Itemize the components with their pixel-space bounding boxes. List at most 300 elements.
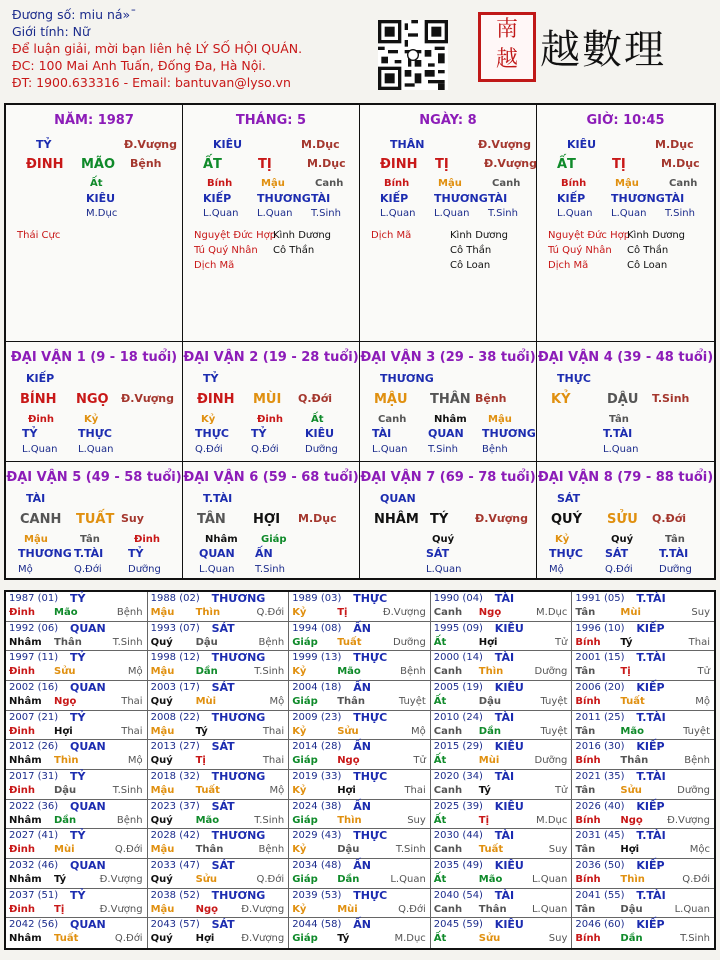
dai-van-stem: BÍNH (20, 392, 57, 407)
year-label: 2043 (57) (150, 919, 200, 931)
year-cell (431, 651, 573, 681)
year-stem: Kỷ (292, 666, 307, 678)
year-stem: Quý (150, 814, 173, 826)
year-cell (289, 829, 431, 859)
year-stem: Nhâm (9, 755, 42, 767)
year-cell (6, 651, 148, 681)
year-cell (289, 800, 431, 830)
year-ten-god: THỰC (353, 710, 388, 724)
year-ten-god: SÁT (211, 858, 235, 872)
year-branch: Mùi (337, 903, 358, 915)
year-stem: Mậu (150, 844, 175, 856)
pillar-branch-stage: M.Dục (661, 157, 700, 170)
year-ten-god: T.TÀI (636, 829, 666, 843)
star-left: Dịch Mã (194, 260, 235, 271)
star-left: Dịch Mã (371, 230, 412, 241)
year-cell (572, 592, 714, 622)
year-cell (289, 918, 431, 948)
dai-van-stage: Suy (121, 512, 144, 525)
year-ten-god: QUAN (70, 680, 106, 694)
hidden-ten-god: KIẾP (380, 192, 409, 205)
hidden-stage: T.Sinh (255, 564, 285, 575)
year-ten-god: THƯƠNG (211, 888, 266, 902)
year-cell (6, 829, 148, 859)
seal-glyph: 南 (495, 17, 518, 42)
star-left: Tú Quý Nhân (548, 245, 612, 256)
year-ten-god: THƯƠNG (211, 829, 266, 843)
red-seal-logo (478, 12, 536, 82)
year-label: 1991 (05) (575, 593, 625, 604)
year-label: 2005 (19) (433, 681, 483, 693)
year-branch: Mão (195, 814, 220, 826)
dai-van-branch: NGỌ (76, 392, 109, 407)
year-label: 1987 (01) (9, 593, 59, 604)
year-stem: Quý (150, 873, 173, 885)
hidden-ten-god: THƯƠNG (482, 427, 536, 440)
year-branch: Thìn (54, 755, 79, 767)
year-cell (431, 889, 573, 919)
dai-van-title: ĐẠI VẬN 8 (79 - 88 tuổi) (537, 470, 714, 485)
hidden-stem: Giáp (261, 534, 287, 545)
pillar-branch-stage: Đ.Vượng (484, 157, 538, 170)
year-label: 2012 (26) (9, 741, 59, 753)
year-cell (148, 800, 290, 830)
hidden-stage: Dưỡng (659, 564, 692, 575)
dai-van-cell (537, 462, 714, 578)
year-cell (431, 622, 573, 652)
year-ten-god: THƯƠNG (211, 592, 266, 605)
hidden-ten-god: TÀI (665, 192, 685, 205)
year-stem: Kỷ (292, 607, 307, 618)
year-cell (289, 889, 431, 919)
year-branch: Ngọ (337, 755, 360, 767)
year-stem: Kỷ (292, 725, 307, 737)
pillar-ten-god: THÂN (390, 138, 425, 151)
year-label: 2044 (58) (292, 919, 342, 931)
year-ten-god: KIÊU (494, 680, 524, 694)
pillar-ten-god: KIÊU (213, 138, 243, 151)
year-ten-god: TÀI (494, 888, 515, 902)
year-stem: Kỷ (292, 844, 307, 856)
year-stem: Canh (433, 725, 463, 737)
year-label: 2037 (51) (9, 889, 59, 901)
year-stage: Tuyệt (540, 725, 568, 737)
year-stage: Bệnh (400, 666, 426, 678)
year-label: 2020 (34) (433, 770, 483, 782)
year-branch: Dần (337, 873, 360, 885)
hidden-ten-god: SÁT (605, 547, 629, 560)
hidden-stage: L.Quan (426, 564, 462, 575)
year-ten-god: ẤN (353, 740, 371, 754)
dai-van-ten-god: TỶ (203, 372, 219, 385)
year-branch: Dần (620, 933, 643, 945)
year-label: 2045 (59) (433, 919, 483, 931)
hidden-ten-god: TÀI (488, 192, 508, 205)
year-stage: Tuyệt (683, 725, 710, 737)
year-cell (572, 918, 714, 948)
year-stem: Nhâm (9, 814, 42, 826)
year-label: 2014 (28) (292, 741, 342, 753)
year-stem: Tân (575, 607, 596, 618)
hidden-stage: Q.Đới (74, 564, 102, 575)
dai-van-cell (537, 342, 714, 462)
year-branch: Ngọ (620, 814, 643, 826)
year-label: 2023 (37) (150, 800, 200, 812)
year-cell (148, 829, 290, 859)
year-branch: Thìn (337, 814, 362, 826)
year-stage: Suy (407, 814, 426, 826)
year-branch: Hợi (337, 784, 356, 796)
year-stem: Mậu (150, 725, 175, 737)
pillar-branch-stage: Bệnh (130, 157, 162, 170)
dai-van-cell (360, 342, 537, 462)
year-label: 2011 (25) (575, 711, 625, 723)
year-branch: Hợi (478, 636, 498, 648)
year-cell (148, 711, 290, 741)
year-cell (572, 889, 714, 919)
year-stage: T.Sinh (112, 784, 143, 796)
year-stage: Bệnh (684, 755, 710, 767)
year-stage: Tử (413, 755, 426, 767)
year-label: 2000 (14) (433, 652, 483, 664)
year-ten-god: TÀI (494, 829, 515, 843)
year-branch: Tị (620, 666, 631, 678)
pillar-title: THÁNG: 5 (235, 113, 307, 128)
dai-van-title: ĐẠI VẬN 7 (69 - 78 tuổi) (360, 470, 536, 485)
dai-van-branch: SỬU (607, 512, 638, 527)
year-stem: Nhâm (9, 933, 42, 945)
hidden-stem: Canh (315, 178, 344, 189)
star-right: Cô Loan (627, 260, 668, 271)
year-stem: Ất (433, 695, 447, 707)
year-cell (6, 592, 148, 622)
year-ten-god: THƯƠNG (211, 710, 266, 724)
hidden-stage: Mộ (549, 564, 564, 575)
year-ten-god: KIÊU (494, 799, 524, 813)
hidden-ten-god: THƯƠNG (257, 192, 311, 205)
year-label: 1998 (12) (150, 652, 200, 664)
hidden-ten-god: THỰC (195, 427, 229, 440)
hidden-ten-god: T.TÀI (659, 547, 689, 560)
year-cell (289, 622, 431, 652)
year-label: 1988 (02) (150, 593, 200, 604)
pillar-earthly-branch: TỊ (435, 157, 449, 172)
hidden-ten-god: SÁT (426, 547, 450, 560)
year-ten-god: T.TÀI (636, 769, 666, 783)
year-cell (431, 681, 573, 711)
year-cell (289, 711, 431, 741)
year-branch: Tuất (337, 636, 362, 648)
year-label: 2018 (32) (150, 770, 200, 782)
hidden-stem: Kỷ (201, 414, 216, 425)
hidden-stem: Bính (561, 178, 587, 189)
year-ten-god: TỶ (70, 769, 86, 783)
year-stage: T.Sinh (112, 636, 143, 648)
year-stage: Mộ (269, 695, 285, 707)
hidden-ten-god: KIÊU (86, 192, 116, 205)
dai-van-title: ĐẠI VẬN 2 (19 - 28 tuổi) (183, 350, 359, 365)
year-label: 2024 (38) (292, 800, 342, 812)
dai-van-title: ĐẠI VẬN 5 (49 - 58 tuổi) (6, 470, 182, 485)
pillar-cell (537, 105, 714, 342)
year-branch: Sửu (337, 725, 359, 737)
year-branch: Dậu (337, 844, 360, 856)
year-ten-god: KIẾP (636, 918, 665, 932)
year-stage: Đ.Vượng (241, 933, 285, 945)
year-branch: Dần (195, 666, 218, 678)
hidden-stage: L.Quan (257, 208, 293, 219)
year-stem: Giáp (292, 933, 318, 945)
year-stage: Tử (554, 636, 568, 648)
year-branch: Tuất (195, 784, 220, 796)
year-stage: Q.Đới (256, 607, 285, 618)
gender-line: Giới tính: Nữ (12, 24, 90, 39)
dai-van-cell (6, 342, 183, 462)
hidden-stem: Mậu (615, 178, 639, 189)
year-label: 2033 (47) (150, 859, 200, 871)
hidden-stem: Bính (384, 178, 410, 189)
hidden-ten-god: THỰC (78, 427, 112, 440)
year-stage: Suy (691, 607, 710, 618)
hidden-stem: Mậu (24, 534, 48, 545)
dai-van-stage: Bệnh (475, 392, 507, 405)
year-label: 2009 (23) (292, 711, 342, 723)
year-branch: Tị (54, 903, 65, 915)
hidden-ten-god: THƯƠNG (434, 192, 488, 205)
year-label: 2004 (18) (292, 681, 342, 693)
year-label: 2030 (44) (433, 830, 483, 842)
year-cell (572, 859, 714, 889)
pillar-title: GIỜ: 10:45 (586, 113, 665, 128)
year-label: 2017 (31) (9, 770, 59, 782)
hidden-ten-god: THỰC (549, 547, 583, 560)
year-branch: Mùi (195, 695, 217, 707)
year-stem: Đinh (9, 725, 36, 737)
year-label: 2003 (17) (150, 681, 200, 693)
pillar-stem-stage: Đ.Vượng (124, 138, 178, 151)
year-label: 1995 (09) (433, 622, 483, 634)
year-stage: Mộ (411, 725, 426, 737)
dai-van-stem: MẬU (374, 392, 408, 407)
year-stage: Dưỡng (392, 636, 426, 648)
year-label: 2019 (33) (292, 770, 342, 782)
year-stage: Thai (262, 755, 285, 767)
year-branch: Hợi (195, 933, 215, 945)
year-cell (148, 651, 290, 681)
year-ten-god: THƯƠNG (211, 651, 266, 665)
year-stem: Đinh (9, 784, 36, 796)
year-branch: Dần (478, 725, 501, 737)
year-stage: Mộ (127, 755, 143, 767)
year-label: 2001 (15) (575, 652, 625, 664)
year-ten-god: T.TÀI (636, 592, 666, 605)
year-branch: Tý (620, 636, 633, 648)
dai-van-cell (183, 462, 360, 578)
hidden-stage: L.Quan (557, 208, 593, 219)
star-right: Kình Dương (273, 230, 332, 241)
hidden-stage: L.Quan (434, 208, 470, 219)
year-stage: Đ.Vượng (99, 873, 143, 885)
year-stage: Bệnh (258, 844, 285, 856)
year-stage: L.Quan (531, 903, 568, 915)
year-cell (148, 770, 290, 800)
year-ten-god: KIẾP (636, 799, 665, 813)
year-stem: Ất (433, 933, 447, 945)
year-branch: Hợi (54, 725, 73, 737)
dai-van-stage: Q.Đới (298, 392, 333, 405)
year-stem: Tân (575, 784, 596, 796)
year-label: 1997 (11) (9, 652, 59, 664)
year-cell (572, 740, 714, 770)
hidden-stem: Quý (611, 534, 634, 545)
address-line: ĐC: 100 Mai Anh Tuấn, Đống Đa, Hà Nội. (12, 58, 266, 73)
hidden-ten-god: TÀI (372, 427, 392, 440)
year-branch: Tị (195, 755, 206, 767)
hidden-stem: Nhâm (205, 534, 238, 545)
year-cell (431, 859, 573, 889)
star-right: Kình Dương (450, 230, 509, 241)
hidden-stage: L.Quan (22, 444, 58, 455)
year-label: 2036 (50) (575, 859, 625, 871)
year-cell (148, 889, 290, 919)
year-branch: Sửu (54, 666, 76, 678)
hidden-stem: Bính (207, 178, 233, 189)
year-stage: Mộ (269, 784, 285, 796)
pillar-stem-stage: M.Dục (655, 138, 694, 151)
pillar-title: NGÀY: 8 (419, 113, 477, 128)
year-branch: Thìn (478, 666, 504, 678)
year-stem: Canh (433, 784, 463, 796)
dai-van-title: ĐẠI VẬN 4 (39 - 48 tuổi) (537, 350, 714, 365)
year-stage: T.Sinh (395, 844, 426, 856)
hidden-ten-god: TỶ (128, 547, 144, 560)
year-ten-god: TÀI (494, 710, 515, 724)
year-ten-god: TÀI (494, 592, 515, 605)
year-stem: Tân (575, 725, 596, 737)
year-stem: Bính (575, 873, 601, 885)
year-stem: Bính (575, 755, 601, 767)
year-cell (148, 622, 290, 652)
hidden-stem: Kỷ (555, 534, 570, 545)
year-ten-god: TỶ (70, 710, 86, 724)
year-stage: Dưỡng (534, 666, 568, 678)
pillar-heavenly-stem: ẤT (203, 157, 222, 172)
year-branch: Hợi (620, 844, 640, 856)
hidden-ten-god: KIÊU (305, 427, 335, 440)
star-right: Cô Thần (450, 245, 492, 256)
year-branch: Tý (478, 784, 491, 796)
year-cell (6, 800, 148, 830)
year-cell (289, 592, 431, 622)
year-ten-god: THƯƠNG (211, 769, 266, 783)
year-stage: Đ.Vượng (667, 814, 710, 826)
dai-van-stem: KỶ (551, 392, 571, 407)
year-label: 2032 (46) (9, 859, 59, 871)
year-label: 2002 (16) (9, 681, 59, 693)
hidden-stage: Q.Đới (251, 444, 279, 455)
year-ten-god: THỰC (353, 769, 388, 783)
year-cell (6, 711, 148, 741)
year-ten-god: ẤN (353, 621, 371, 635)
hidden-stem: Ất (311, 414, 324, 425)
year-branch: Mão (337, 666, 361, 678)
hidden-stem: Đinh (134, 534, 161, 545)
pillar-cell (360, 105, 537, 342)
hidden-stem: Quý (432, 534, 455, 545)
phone-email-line: ĐT: 1900.633316 - Email: bantuvan@lyso.vn (12, 75, 291, 90)
brand-logo-text: 越數理 (540, 27, 666, 73)
hidden-stage: Q.Đới (195, 444, 223, 455)
hidden-ten-god: QUAN (199, 547, 235, 560)
year-stem: Bính (575, 814, 601, 826)
subject-name: Đương số: miu ná»¯ (12, 7, 137, 22)
year-label: 2046 (60) (575, 919, 625, 931)
year-ten-god: SÁT (211, 918, 235, 932)
year-stage: Dưỡng (677, 784, 710, 796)
year-stage: Đ.Vượng (99, 903, 143, 915)
year-stem: Đinh (9, 666, 36, 678)
four-pillars-grid (4, 103, 716, 580)
year-stem: Bính (575, 695, 601, 707)
hidden-stage: L.Quan (203, 208, 239, 219)
dai-van-branch: TUẤT (76, 512, 115, 527)
hidden-stem: Tân (609, 414, 629, 425)
year-branch: Tuất (54, 933, 79, 945)
year-stem: Canh (433, 903, 463, 915)
year-stem: Canh (433, 607, 463, 618)
year-cell (148, 918, 290, 948)
year-label: 1996 (10) (575, 622, 625, 634)
year-branch: Thân (337, 695, 365, 707)
year-cell (289, 859, 431, 889)
hidden-stage: Bệnh (482, 444, 508, 455)
year-cell (431, 711, 573, 741)
year-branch: Dậu (195, 636, 218, 648)
year-stem: Mậu (150, 784, 175, 796)
hidden-ten-god: QUAN (428, 427, 464, 440)
year-branch: Tị (478, 814, 490, 826)
year-branch: Ngọ (54, 695, 77, 707)
year-label: 2035 (49) (433, 859, 483, 871)
year-cell (6, 770, 148, 800)
year-label: 2027 (41) (9, 830, 59, 842)
year-branch: Thìn (195, 607, 221, 618)
annual-luck-table (4, 590, 716, 950)
dai-van-branch: THÂN (430, 392, 471, 407)
hidden-stage: Dưỡng (128, 564, 161, 575)
year-stage: Bệnh (116, 814, 143, 826)
pillar-heavenly-stem: ĐINH (380, 157, 418, 172)
pillar-stem-stage: M.Dục (301, 138, 340, 151)
year-ten-god: QUAN (70, 621, 106, 635)
hidden-stem: Mậu (261, 178, 285, 189)
year-stage: Q.Đới (256, 873, 285, 885)
year-ten-god: SÁT (211, 621, 235, 635)
year-cell (572, 829, 714, 859)
hidden-stage: L.Quan (603, 444, 639, 455)
year-ten-god: QUAN (70, 740, 106, 754)
year-branch: Dần (54, 814, 77, 826)
year-cell (431, 829, 573, 859)
hidden-ten-god: KIẾP (557, 192, 586, 205)
dai-van-ten-god: THƯƠNG (380, 372, 434, 385)
star-right: Cô Loan (450, 260, 491, 271)
year-cell (431, 800, 573, 830)
year-stage: Tử (697, 666, 710, 678)
qr-code-icon[interactable] (378, 20, 448, 90)
year-stem: Tân (575, 844, 596, 856)
year-stem: Canh (433, 844, 463, 856)
